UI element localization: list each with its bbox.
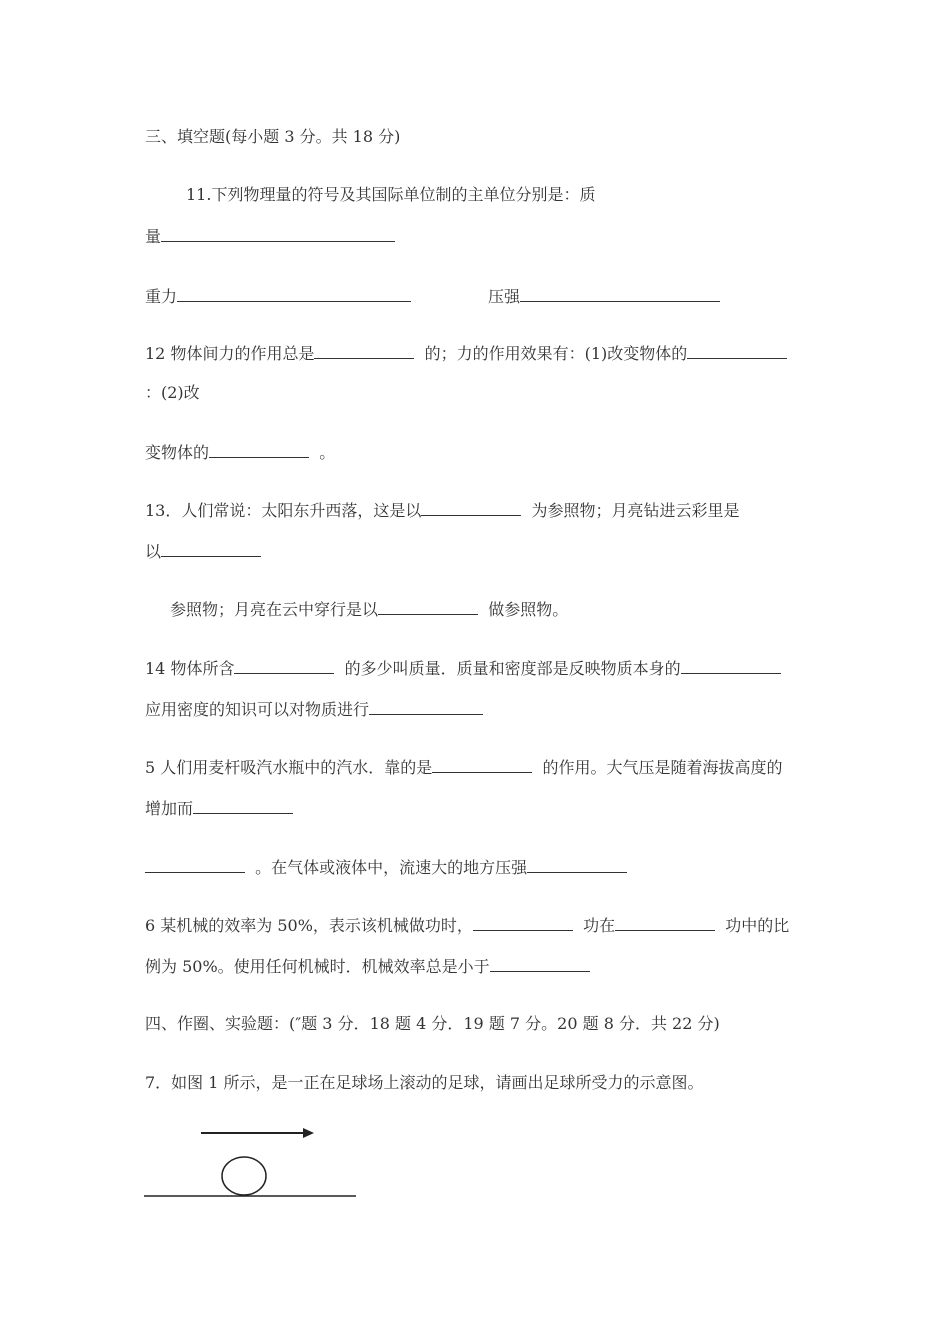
- q14-line2: [145, 698, 483, 721]
- q12-blank-3: [209, 441, 309, 458]
- football-diagram: [140, 1118, 370, 1208]
- q11-mass-label: 量: [145, 227, 162, 246]
- q16-blank-2: [615, 914, 715, 931]
- section3-heading: [145, 126, 400, 148]
- pressure-blank: [520, 285, 720, 302]
- section3-heading-text: 三、填空题(每小题 3 分。共 18 分): [145, 127, 401, 146]
- q12-blank-1: [314, 342, 414, 359]
- q11-line3: [145, 285, 411, 308]
- q11-text: 11.下列物理量的符号及其国际单位制的主单位分别是：质: [186, 185, 596, 204]
- q15-line3: [145, 856, 627, 879]
- q12-line1: [145, 342, 787, 365]
- q12-text-d: 变物体的: [145, 443, 210, 462]
- q11-pressure-label: 压强: [488, 287, 521, 306]
- football-circle: [222, 1157, 266, 1195]
- q12-blank-2: [687, 342, 787, 359]
- q12-line2: [145, 382, 200, 404]
- q14-line1: [145, 657, 781, 680]
- figure-1: [140, 1118, 370, 1212]
- q17-text: 7．如图 1 所示，是一正在足球场上滚动的足球，请画出足球所受力的示意图。: [145, 1073, 704, 1092]
- q17-line: [145, 1072, 704, 1094]
- q16-text-b: 功在: [583, 916, 616, 935]
- q13-line3: [170, 598, 568, 621]
- q15-blank-4: [527, 856, 627, 873]
- q11-line3-pressure: [488, 285, 720, 308]
- q15-text-c: 增加而: [145, 799, 194, 818]
- q16-line1: [145, 914, 789, 937]
- q15-line1: [145, 756, 782, 779]
- q16-text-a: 6 某机械的效率为 50%，表示该机械做功时，: [145, 916, 473, 935]
- q13-text-d: 参照物；月亮在云中穿行是以: [170, 600, 379, 619]
- q15-blank-1: [432, 756, 532, 773]
- q12-text-c: ：(2)改: [145, 383, 200, 402]
- q15-text-b: 的作用。大气压是随着海拔高度的: [542, 758, 783, 777]
- q16-blank-1: [473, 914, 573, 931]
- q12-text-b: 的；力的作用效果有：(1)改变物体的: [424, 344, 688, 363]
- q12-text-e: 。: [319, 443, 336, 462]
- q12-text-a: 12 物体间力的作用总是: [145, 344, 315, 363]
- q14-blank-3: [369, 698, 483, 715]
- q14-blank-2: [681, 657, 781, 674]
- motion-arrow-head: [303, 1128, 314, 1138]
- q13-blank-3: [378, 598, 478, 615]
- q16-line2: [145, 955, 590, 978]
- q15-text-d: 。在气体或液体中，流速大的地方压强: [255, 858, 528, 877]
- gravity-blank: [177, 285, 411, 302]
- q13-text-a: 13．人们常说：太阳东升西落，这是以: [145, 501, 422, 520]
- q14-text-c: 应用密度的知识可以对物质进行: [145, 700, 370, 719]
- section4-heading-text: 四、作圈、实验题：(″题 3 分．18 题 4 分．19 题 7 分。20 题 8 分．共 22 分): [145, 1014, 720, 1033]
- q15-blank-3: [145, 856, 245, 873]
- q11-line1: [186, 184, 595, 206]
- q13-blank-2: [161, 540, 261, 557]
- q11-line2: [145, 225, 395, 248]
- section4-heading: [145, 1013, 720, 1035]
- q13-text-b: 为参照物；月亮钻进云彩里是: [531, 501, 740, 520]
- q16-blank-3: [490, 955, 590, 972]
- q12-line3: [145, 441, 335, 464]
- q13-line1: [145, 499, 740, 522]
- q14-blank-1: [234, 657, 334, 674]
- q13-line2: [145, 540, 261, 563]
- q11-gravity-label: 重力: [145, 287, 178, 306]
- mass-blank: [161, 225, 395, 242]
- q16-text-d: 例为 50%。使用任何机械时．机械效率总是小于: [145, 957, 490, 976]
- q13-blank-1: [421, 499, 521, 516]
- q14-text-a: 14 物体所含: [145, 659, 235, 678]
- q15-line2: [145, 797, 293, 820]
- q16-text-c: 功中的比: [725, 916, 790, 935]
- q13-text-c: 以: [145, 542, 162, 561]
- q15-text-a: 5 人们用麦杆吸汽水瓶中的汽水．靠的是: [145, 758, 433, 777]
- q14-text-b: 的多少叫质量．质量和密度部是反映物质本身的: [344, 659, 681, 678]
- q13-text-e: 做参照物。: [488, 600, 569, 619]
- q15-blank-2: [193, 797, 293, 814]
